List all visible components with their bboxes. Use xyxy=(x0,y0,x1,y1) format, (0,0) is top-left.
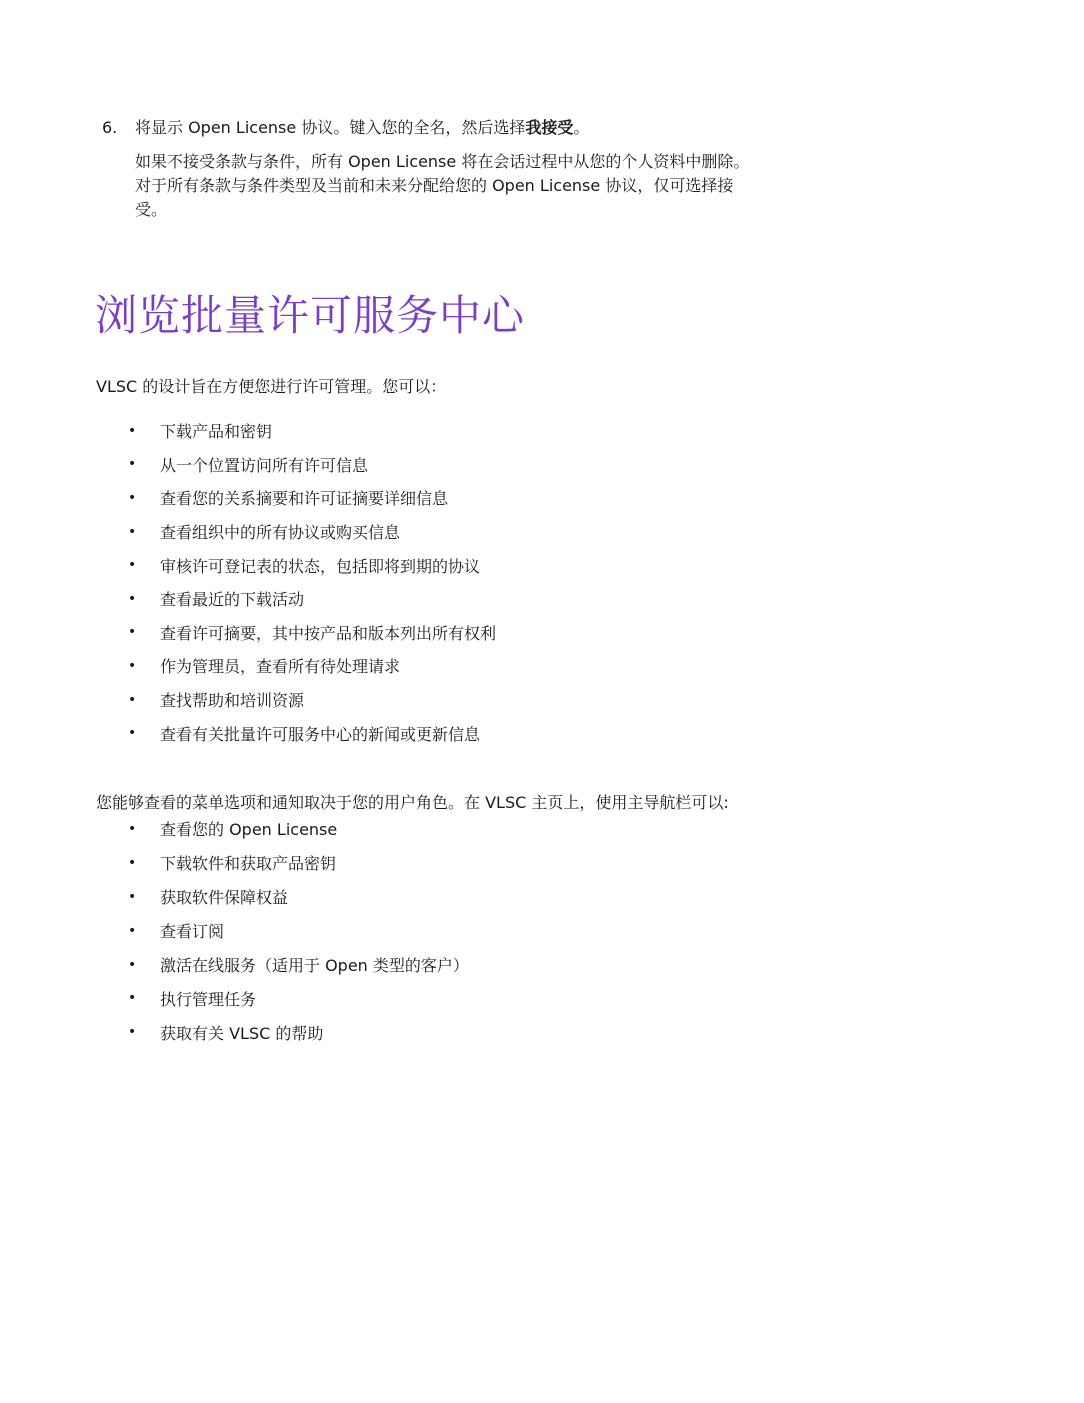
section-intro: VLSC 的设计旨在方便您进行许可管理。您可以： xyxy=(96,377,447,396)
list-item xyxy=(128,548,496,582)
list-item xyxy=(128,481,496,515)
step-number: 6. xyxy=(102,118,118,137)
list-item xyxy=(128,448,496,482)
bullet: • xyxy=(128,990,137,1007)
list-item-text: 查看订阅 xyxy=(160,922,225,942)
list-item-text: 执行管理任务 xyxy=(160,989,257,1009)
bullet: • xyxy=(128,489,137,506)
navigation-paragraph: 您能够查看的菜单选项和通知取决于您的用户角色。在 VLSC 主页上，使用主导航栏可以: xyxy=(96,793,729,812)
list-item-text: 查看有关批量许可服务中心的新闻或更新信息 xyxy=(160,724,481,744)
list-item xyxy=(128,716,496,750)
bullet: • xyxy=(128,1024,137,1041)
list-item-text: 查看您的 Open License xyxy=(160,820,338,840)
list-item xyxy=(128,846,469,880)
list-item xyxy=(128,683,496,717)
bullet: • xyxy=(128,456,137,473)
section-heading: 浏览批量许可服务中心 xyxy=(95,291,526,340)
bullet: • xyxy=(128,557,137,574)
step-6 xyxy=(102,116,822,222)
list-item-text: 从一个位置访问所有许可信息 xyxy=(160,455,369,475)
list-item xyxy=(128,582,496,616)
step-note-line-2: 对于所有条款与条件类型及当前和未来分配给您的 Open License 协议，仅可选择接 xyxy=(135,176,734,195)
list-item xyxy=(128,981,469,1015)
step-text xyxy=(135,116,589,140)
step-note xyxy=(135,150,800,222)
bullet: • xyxy=(128,523,137,540)
list-item xyxy=(128,649,496,683)
list-item-text: 查找帮助和培训资源 xyxy=(160,691,305,711)
list-item-text: 获取有关 VLSC 的帮助 xyxy=(160,1023,324,1043)
step-text-after: 。 xyxy=(573,118,590,137)
bullet: • xyxy=(128,956,137,973)
list-item-text: 获取软件保障权益 xyxy=(160,888,289,908)
list-item-text: 下载产品和密钥 xyxy=(160,422,273,442)
bullet: • xyxy=(128,922,137,939)
list-item-text: 下载软件和获取产品密钥 xyxy=(160,854,337,874)
list-item-text: 查看组织中的所有协议或购买信息 xyxy=(160,523,401,543)
list-item xyxy=(128,948,469,982)
list-item-text: 激活在线服务（适用于 Open 类型的客户） xyxy=(160,956,469,975)
step-line xyxy=(102,116,822,140)
list-item-text: 查看最近的下载活动 xyxy=(160,590,305,610)
list-item xyxy=(128,1015,469,1049)
bullet: • xyxy=(128,590,137,607)
list-item-text: 查看许可摘要，其中按产品和版本列出所有权利 xyxy=(160,623,497,643)
list-item xyxy=(128,812,469,846)
navigation-list xyxy=(128,812,469,1049)
list-item xyxy=(128,914,469,948)
step-text-before: 将显示 Open License 协议。键入您的全名，然后选择 xyxy=(135,118,526,137)
capabilities-list xyxy=(128,414,496,750)
step-note-line-1: 如果不接受条款与条件，所有 Open License 将在会话过程中从您的个人资料中删除。 xyxy=(135,152,750,171)
bullet: • xyxy=(128,854,137,871)
list-item-text: 审核许可登记表的状态，包括即将到期的协议 xyxy=(160,556,481,576)
list-item-text: 查看您的关系摘要和许可证摘要详细信息 xyxy=(160,489,449,509)
step-note-line-3: 受。 xyxy=(135,200,168,219)
list-item xyxy=(128,515,496,549)
bullet: • xyxy=(128,725,137,742)
list-item-text: 作为管理员，查看所有待处理请求 xyxy=(160,657,401,677)
list-item xyxy=(128,616,496,650)
list-item xyxy=(128,880,469,914)
bullet: • xyxy=(128,422,137,439)
accept-label: 我接受 xyxy=(525,118,574,137)
bullet: • xyxy=(128,888,137,905)
bullet: • xyxy=(128,624,137,641)
bullet: • xyxy=(128,691,137,708)
bullet: • xyxy=(128,657,137,674)
bullet: • xyxy=(128,820,137,837)
list-item xyxy=(128,414,496,448)
